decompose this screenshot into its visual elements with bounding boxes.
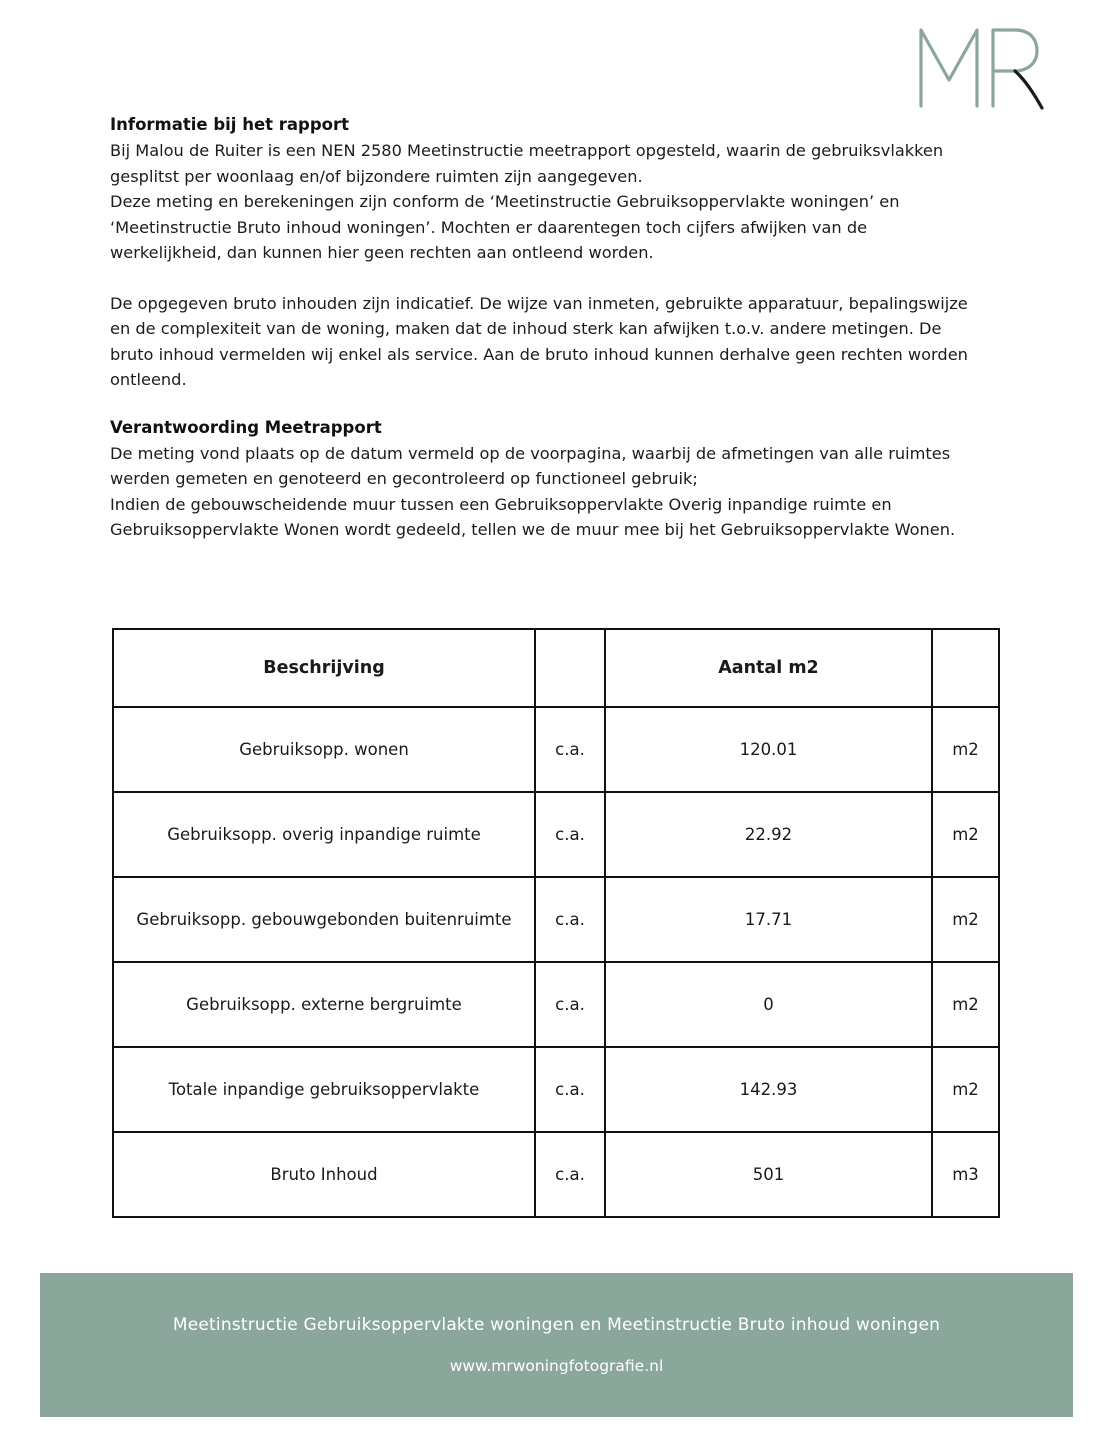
row-unit: m2 <box>932 707 999 792</box>
row-description: Totale inpandige gebruiksoppervlakte <box>113 1047 535 1132</box>
row-value: 22.92 <box>605 792 932 877</box>
table-row <box>113 707 999 792</box>
row-value: 0 <box>605 962 932 1047</box>
paragraph-meetinstructie: Deze meting en berekeningen zijn conform de ‘Meetinstructie Gebruiksoppervlakte woningen’ en ‘Meetinstructie Bruto inhoud woningen’. Mochten er daarentegen toch cijfers afwijken van de werkelijkheid, dan kunnen hier geen rechten aan ontleend worden. <box>110 192 900 262</box>
table-header-row <box>113 629 999 707</box>
mr-logo-icon <box>911 18 1051 118</box>
row-value: 120.01 <box>605 707 932 792</box>
row-description: Gebruiksopp. wonen <box>113 707 535 792</box>
row-value: 142.93 <box>605 1047 932 1132</box>
measurements-table <box>112 628 1000 1218</box>
table-row <box>113 1132 999 1217</box>
row-unit: m3 <box>932 1132 999 1217</box>
header-blank-1 <box>535 629 605 707</box>
row-value: 501 <box>605 1132 932 1217</box>
row-unit: m2 <box>932 962 999 1047</box>
paragraph-meting-datum: De meting vond plaats op de datum vermeld op de voorpagina, waarbij de afmetingen van alle ruimtes werden gemeten en genoteerd en gecontroleerd op functioneel gebruik; <box>110 443 951 488</box>
header-beschrijving: Beschrijving <box>113 629 535 707</box>
report-text <box>110 112 970 543</box>
footer-instruction-text: Meetinstructie Gebruiksoppervlakte woningen en Meetinstructie Bruto inhoud woningen <box>172 1315 941 1335</box>
table-row <box>113 877 999 962</box>
section-title-informatie: Informatie bij het rapport <box>110 115 350 134</box>
row-value: 17.71 <box>605 877 932 962</box>
page-footer <box>40 1273 1073 1417</box>
table-row <box>113 962 999 1047</box>
row-approx: c.a. <box>535 1132 605 1217</box>
footer-website-link[interactable]: www.mrwoningfotografie.nl <box>449 1357 664 1375</box>
row-unit: m2 <box>932 1047 999 1132</box>
row-approx: c.a. <box>535 707 605 792</box>
row-description: Gebruiksopp. externe bergruimte <box>113 962 535 1047</box>
row-unit: m2 <box>932 792 999 877</box>
row-description: Gebruiksopp. overig inpandige ruimte <box>113 792 535 877</box>
header-blank-2 <box>932 629 999 707</box>
row-description: Gebruiksopp. gebouwgebonden buitenruimte <box>113 877 535 962</box>
section-title-verantwoording: Verantwoording Meetrapport <box>110 417 382 437</box>
paragraph-gebouwscheidende-muur: Indien de gebouwscheidende muur tussen een Gebruiksoppervlakte Overig inpandige ruimte en Gebruiksoppervlakte Wonen wordt gedeeld, tellen we de muur mee bij het Gebruiksoppervlakte Wonen. <box>110 494 956 539</box>
paragraph-bruto-inhoud: De opgegeven bruto inhouden zijn indicatief. De wijze van inmeten, gebruikte apparatuur, bepalingswijze en de complexiteit van de woning, maken dat de inhoud sterk kan afwijken t.o.v. andere metingen. De bruto inhoud vermelden wij enkel als service. Aan de bruto inhoud kunnen derhalve geen rechten worden ontleend. <box>110 293 968 389</box>
row-description: Bruto Inhoud <box>113 1132 535 1217</box>
table-row <box>113 1047 999 1132</box>
row-approx: c.a. <box>535 962 605 1047</box>
table-row <box>113 792 999 877</box>
row-approx: c.a. <box>535 792 605 877</box>
header-aantal-m2: Aantal m2 <box>605 629 932 707</box>
row-approx: c.a. <box>535 877 605 962</box>
row-approx: c.a. <box>535 1047 605 1132</box>
row-unit: m2 <box>932 877 999 962</box>
paragraph-nen2580: Bij Malou de Ruiter is een NEN 2580 Meetinstructie meetrapport opgesteld, waarin de gebruiksvlakken gesplitst per woonlaag en/of bijzondere ruimten zijn aangegeven. <box>110 141 944 186</box>
measurements-table-container <box>112 628 998 1218</box>
